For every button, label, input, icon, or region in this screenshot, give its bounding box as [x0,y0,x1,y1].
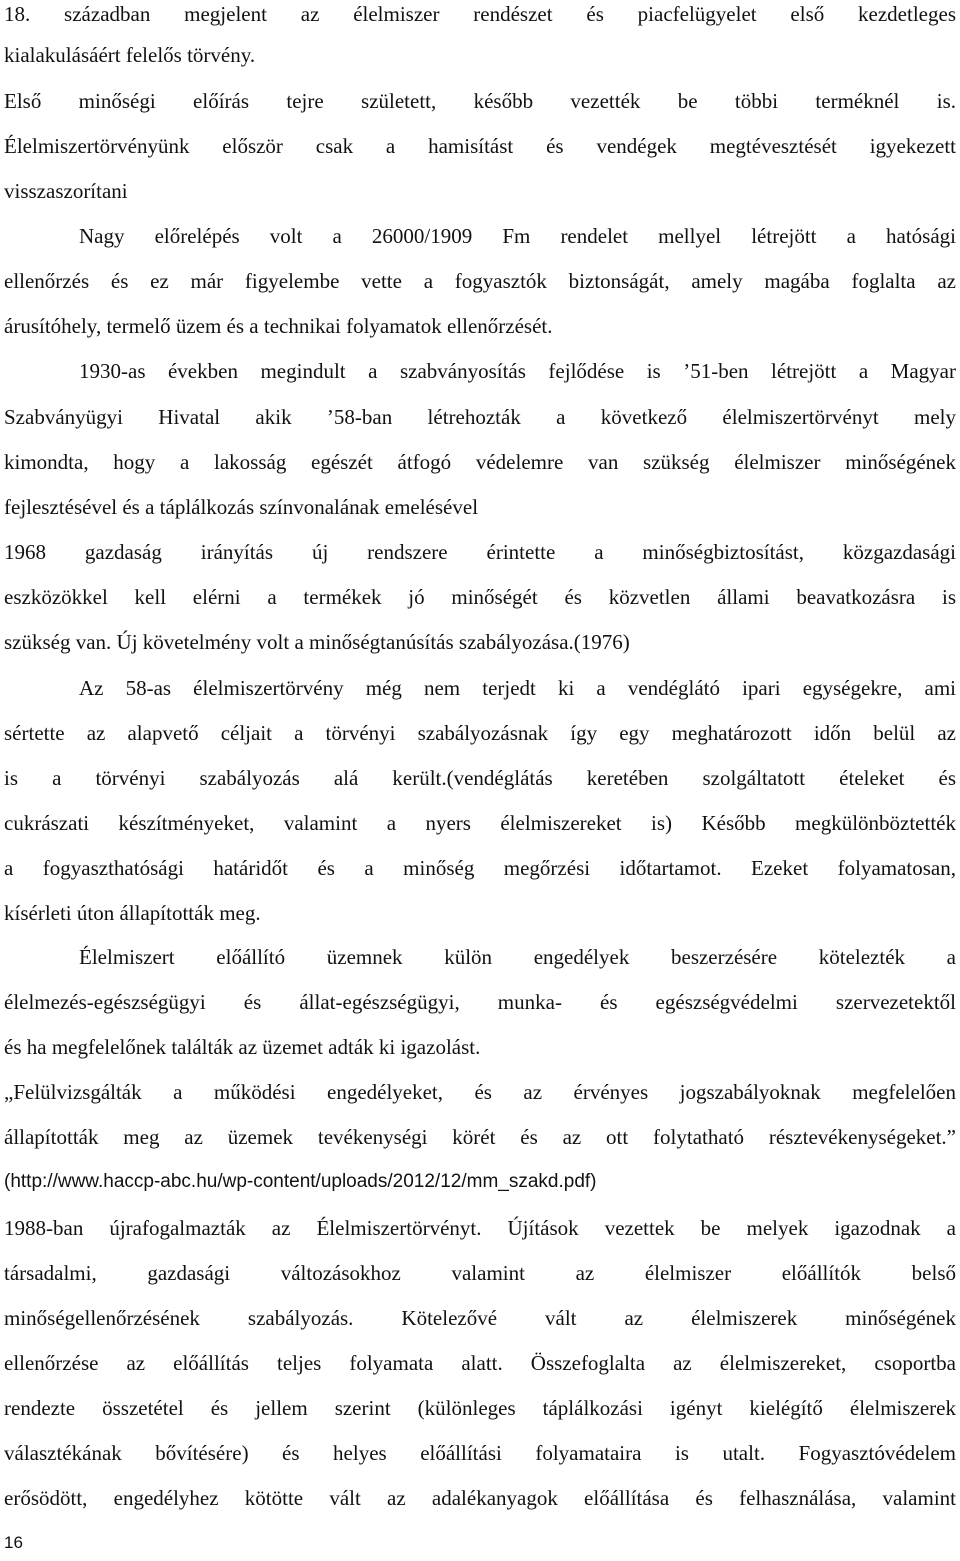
text-line: választékának bővítésére) és helyes előállítási folyamataira is utalt. Fogyasztóvédelem [4,1441,956,1465]
text-line: állapították meg az üzemek tevékenységi körét és az ott folytatható résztevékenységeket.” [4,1125,956,1149]
source-link[interactable]: (http://www.haccp-abc.hu/wp-content/uploads/2012/12/mm_szakd.pdf) [4,1171,597,1192]
text-line: kialakulásáért felelős törvény. [4,43,256,67]
text-line: rendezte összetétel és jellem szerint (különleges táplálkozási igényt kielégítő élelmiszerek [4,1396,956,1420]
text-line: 1988-ban újrafogalmazták az Élelmiszertörvényt. Újítások vezettek be melyek igazodnak a [4,1216,956,1240]
text-line: fejlesztésével és a táplálkozás színvonalának emelésével [4,495,479,519]
text-line: a fogyaszthatósági határidőt és a minőség megőrzési időtartamot. Ezeket folyamatosan, [4,856,956,880]
text-line: eszközökkel kell elérni a termékek jó minőségét és közvetlen állami beavatkozásra is [4,585,956,609]
text-line: Szabványügyi Hivatal akik ’58-ban létrehozták a következő élelmiszertörvényt mely [4,405,956,429]
text-line: ellenőrzés és ez már figyelembe vette a fogyasztók biztonságát, amely magába foglalta az [4,269,956,293]
text-line: társadalmi, gazdasági változásokhoz valamint az élelmiszer előállítók belső [4,1261,956,1285]
text-line: Élelmiszertörvényünk először csak a hamisítást és vendégek megtévesztését igyekezett [4,134,956,158]
text-line: „Felülvizsgálták a működési engedélyeket, és az érvényes jogszabályoknak megfelelően [4,1080,956,1104]
text-line: élelmezés-egészségügyi és állat-egészségügyi, munka- és egészségvédelmi szervezetektől [4,990,956,1014]
text-line: árusítóhely, termelő üzem és a technikai folyamatok ellenőrzését. [4,314,553,338]
text-line: is a törvényi szabályozás alá került.(vendéglátás keretében szolgáltatott ételeket és [4,766,956,790]
text-line: sértette az alapvető céljait a törvényi szabályozásnak így egy meghatározott időn belül az [4,721,956,745]
text-line: erősödött, engedélyhez kötötte vált az adalékanyagok előállítása és felhasználása, valamint [4,1486,956,1510]
text-line: ellenőrzése az előállítás teljes folyamata alatt. Összefoglalta az élelmiszereket, csoportba [4,1351,956,1375]
text-line: Az 58-as élelmiszertörvény még nem terjedt ki a vendéglátó ipari egységekre, ami [79,676,956,700]
text-line: Nagy előrelépés volt a 26000/1909 Fm rendelet mellyel létrejött a hatósági [79,224,956,248]
text-line: minőségellenőrzésének szabályozás. Kötelezővé vált az élelmiszerek minőségének [4,1306,956,1330]
text-line: Első minőségi előírás tejre született, később vezették be többi terméknél is. [4,89,956,113]
page-number: 16 [4,1533,23,1552]
text-line: kísérleti úton állapították meg. [4,901,261,925]
text-line: kimondta, hogy a lakosság egészét átfogó védelemre van szükség élelmiszer minőségének [4,450,956,474]
text-line: visszaszorítani [4,179,128,203]
text-line: és ha megfelelőnek találták az üzemet adták ki igazolást. [4,1035,481,1059]
text-line: Élelmiszert előállító üzemnek külön engedélyek beszerzésére kötelezték a [79,945,956,969]
text-line: 18. században megjelent az élelmiszer rendészet és piacfelügyelet első kezdetleges [4,2,956,26]
text-line: 1968 gazdaság irányítás új rendszere érintette a minőségbiztosítást, közgazdasági [4,540,956,564]
text-line: szükség van. Új követelmény volt a minőségtanúsítás szabályozása.(1976) [4,630,630,654]
text-line: cukrászati készítményeket, valamint a nyers élelmiszereket is) Később megkülönböztették [4,811,956,835]
text-line: 1930-as években megindult a szabványosítás fejlődése is ’51-ben létrejött a Magyar [79,359,956,383]
